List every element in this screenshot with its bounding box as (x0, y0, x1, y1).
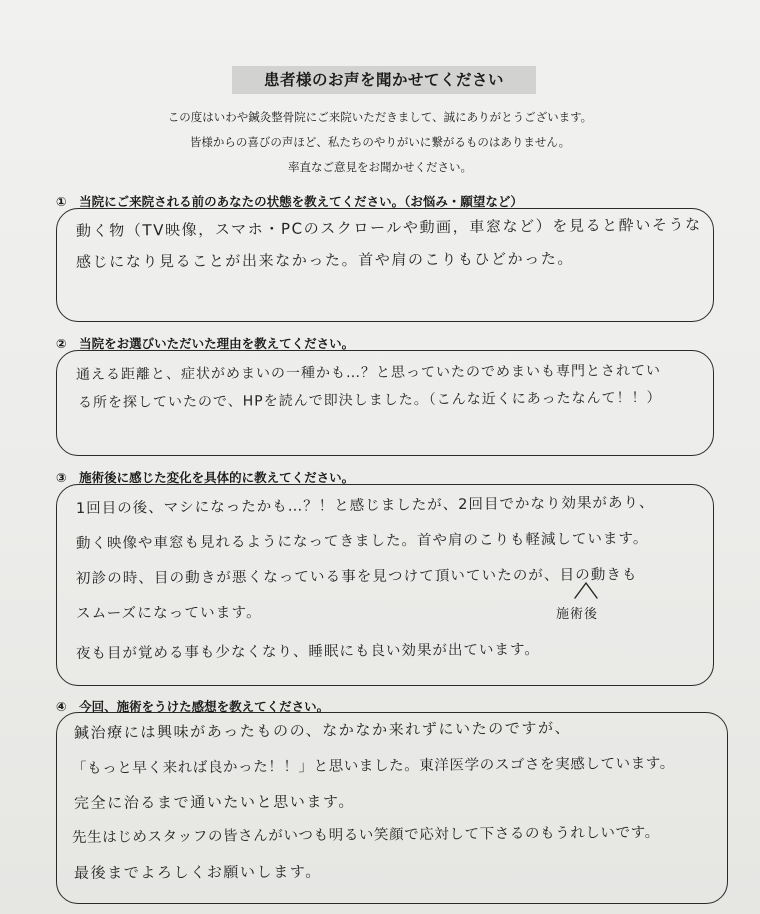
answer-4-line-4: 先生はじめスタッフの皆さんがいつも明るい笑顔で応対して下さるのもうれしいです。 (71, 824, 660, 846)
answer-1-line-2: 感じになり見ることが出来なかった。首や肩のこりもひどかった。 (75, 249, 575, 271)
answer-1-line-1: 動く物（TV映像，スマホ・PCのスクロールや動画，車窓など）を見ると酔いそうな (75, 215, 702, 240)
intro-line-3: 率直なご意見をお聞かせください。 (288, 160, 472, 174)
question-4-title: ④ 今回、施術をうけた感想を教えてください。 (56, 699, 330, 714)
insertion-caret-icon (572, 578, 600, 600)
answer-3-line-4: スムーズになっています。 (75, 605, 262, 622)
answer-4-line-2: 「もっと早く来れば良かった！！」と思いました。東洋医学のスゴさを実感しています。 (71, 755, 675, 777)
question-2-title: ② 当院をお選びいただいた理由を教えてください。 (56, 336, 355, 351)
answer-3-line-2: 動く映像や車窓も見れるようになってきました。首や肩のこりも軽減しています。 (75, 531, 649, 552)
answer-2-line-1: 通える距離と、症状がめまいの一種かも…？と思っていたのでめまいも専門とされてい (75, 362, 662, 383)
question-1-title: ① 当院にご来院される前のあなたの状態を教えてください。（お悩み・願望など） (56, 194, 523, 209)
answer-2-line-2: る所を探していたので、HPを読んで即決しました。（こんな近くにあったなんて！！） (77, 389, 662, 411)
answer-4-line-3: 完全に治るまで通いたいと思います。 (73, 792, 356, 812)
answer-4-line-5: 最後までよろしくお願いします。 (73, 862, 322, 882)
answer-3-line-1: 1回目の後、マシになったかも…？！と感じましたが、2回目でかなり効果があり、 (75, 494, 655, 517)
intro-line-2: 皆様からの喜びの声ほど、私たちのやりがいに繋がるものはありません。 (189, 135, 571, 149)
form-title: 患者様のお声を聞かせてください (232, 66, 536, 94)
answer-4-line-1: 鍼治療には興味があったものの、なかなか来れずにいたのですが、 (73, 718, 572, 742)
insertion-note: 施術後 (556, 607, 599, 622)
answer-3-line-3: 初診の時、目の動きが悪くなっている事を見つけて頂いていたのが、目の動きも (75, 567, 638, 587)
intro-line-1: この度はいわや鍼灸整骨院にご来院いただきまして、誠にありがとうございます。 (167, 110, 593, 124)
question-3-title: ③ 施術後に感じた変化を具体的に教えてください。 (56, 470, 355, 485)
answer-3-line-5: 夜も目が覚める事も少なくなり、睡眠にも良い効果が出ています。 (75, 641, 540, 662)
